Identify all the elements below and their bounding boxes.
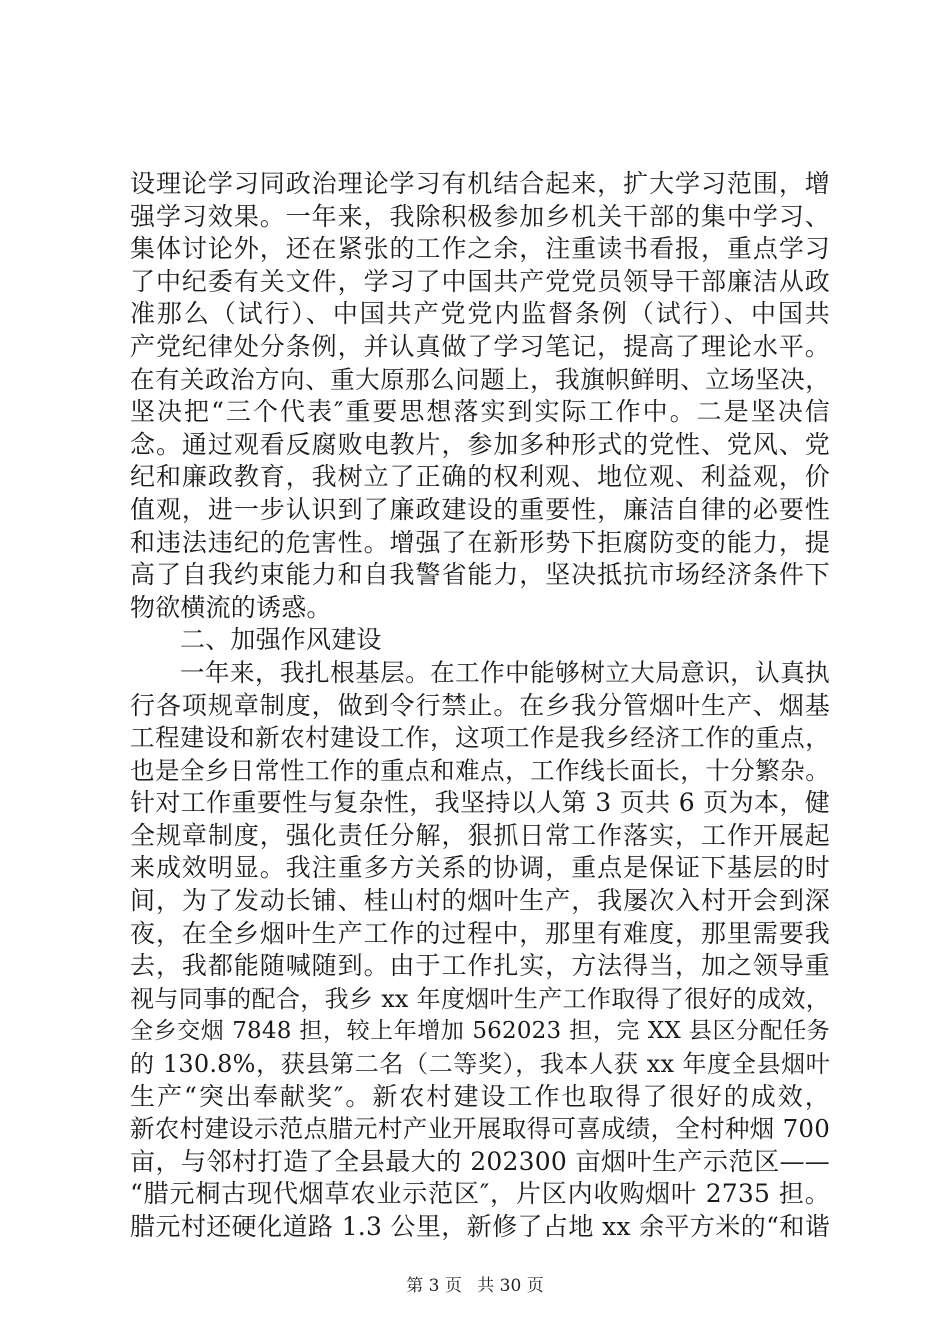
document-body: [130, 168, 830, 1244]
text-line: “腊元桐古现代烟草农业示范区″，片区内收购烟叶 2735 担。: [130, 1179, 830, 1209]
text-line: 设理论学习同政治理论学习有机结合起来，扩大学习范围，增: [130, 169, 830, 198]
text-line: 纪和廉政教育，我树立了正确的权利观、地位观、利益观，价: [130, 462, 830, 492]
text-line: 生产“突出奉献奖″。新农村建设工作也取得了很好的成效，: [130, 1081, 830, 1111]
text-line: 念。通过观看反腐败电教片，参加多种形式的党性、党风、党: [130, 429, 830, 459]
text-line: 坚决把“三个代表″重要思想落实到实际工作中。二是坚决信: [130, 397, 830, 427]
text-line: 和违法违纪的危害性。增强了在新形势下拒腐防变的能力，提: [130, 527, 830, 557]
text-line: 亩，与邻村打造了全县最大的 202300 亩烟叶生产示范区——: [130, 1146, 830, 1176]
page-number: 第 3 页: [406, 1276, 462, 1296]
text-line: 了中纪委有关文件，学习了中国共产党党员领导干部廉洁从政: [130, 266, 830, 296]
text-line: 夜，在全乡烟叶生产工作的过程中，那里有难度，那里需要我: [130, 918, 830, 948]
text-line: 全乡交烟 7848 担，较上年增加 562023 担，完 XX 县区分配任务: [130, 1018, 830, 1045]
page-footer: [0, 1271, 950, 1296]
text-line: 工程建设和新农村建设工作，这项工作是我乡经济工作的重点，: [130, 723, 830, 753]
page-total: 共 30 页: [477, 1276, 544, 1296]
text-line: 集体讨论外，还在紧张的工作之余，注重读书看报，重点学习: [130, 234, 830, 264]
text-line: 新农村建设示范点腊元村产业开展取得可喜成绩，全村种烟 700: [130, 1114, 830, 1144]
text-line: 一年来，我扎根基层。在工作中能够树立大局意识，认真执: [180, 657, 830, 687]
text-line: 也是全乡日常性工作的重点和难点，工作线长面长，十分繁杂。: [130, 755, 830, 785]
text-line: 强学习效果。一年来，我除积极参加乡机关干部的集中学习、: [130, 201, 830, 231]
text-line: 来成效明显。我注重多方关系的协调，重点是保证下基层的时: [130, 853, 830, 883]
text-line: 全规章制度，强化责任分解，狠抓日常工作落实，工作开展起: [130, 820, 830, 850]
text-line: 去，我都能随喊随到。由于工作扎实，方法得当，加之领导重: [130, 951, 830, 981]
text-line: 行各项规章制度，做到令行禁止。在乡我分管烟叶生产、烟基: [130, 690, 830, 720]
text-line: 针对工作重要性与复杂性，我坚持以人第 3 页共 6 页为本，健: [130, 788, 830, 818]
text-line: 产党纪律处分条例，并认真做了学习笔记，提高了理论水平。: [130, 331, 830, 361]
text-line: 间，为了发动长铺、桂山村的烟叶生产，我屡次入村开会到深: [130, 886, 830, 916]
text-line: 的 130.8%，获县第二名（二等奖），我本人获 xx 年度全县烟叶: [130, 1050, 830, 1079]
text-line: 腊元村还硬化道路 1.3 公里，新修了占地 xx 余平方米的“和谐: [130, 1212, 830, 1241]
section-heading: 二、加强作风建设: [180, 625, 382, 655]
text-line: 高了自我约束能力和自我警省能力，坚决抵抗市场经济条件下: [130, 560, 830, 590]
text-line: 视与同事的配合，我乡 xx 年度烟叶生产工作取得了很好的成效，: [130, 984, 830, 1013]
text-line: 在有关政治方向、重大原那么问题上，我旗帜鲜明、立场坚决，: [130, 364, 830, 394]
text-line: 值观，进一步认识到了廉政建设的重要性，廉洁自律的必要性: [130, 494, 830, 524]
text-line: 物欲横流的诱惑。: [130, 592, 332, 622]
text-line: 准那么（试行）、中国共产党党内监督条例（试行）、中国共: [130, 299, 830, 329]
